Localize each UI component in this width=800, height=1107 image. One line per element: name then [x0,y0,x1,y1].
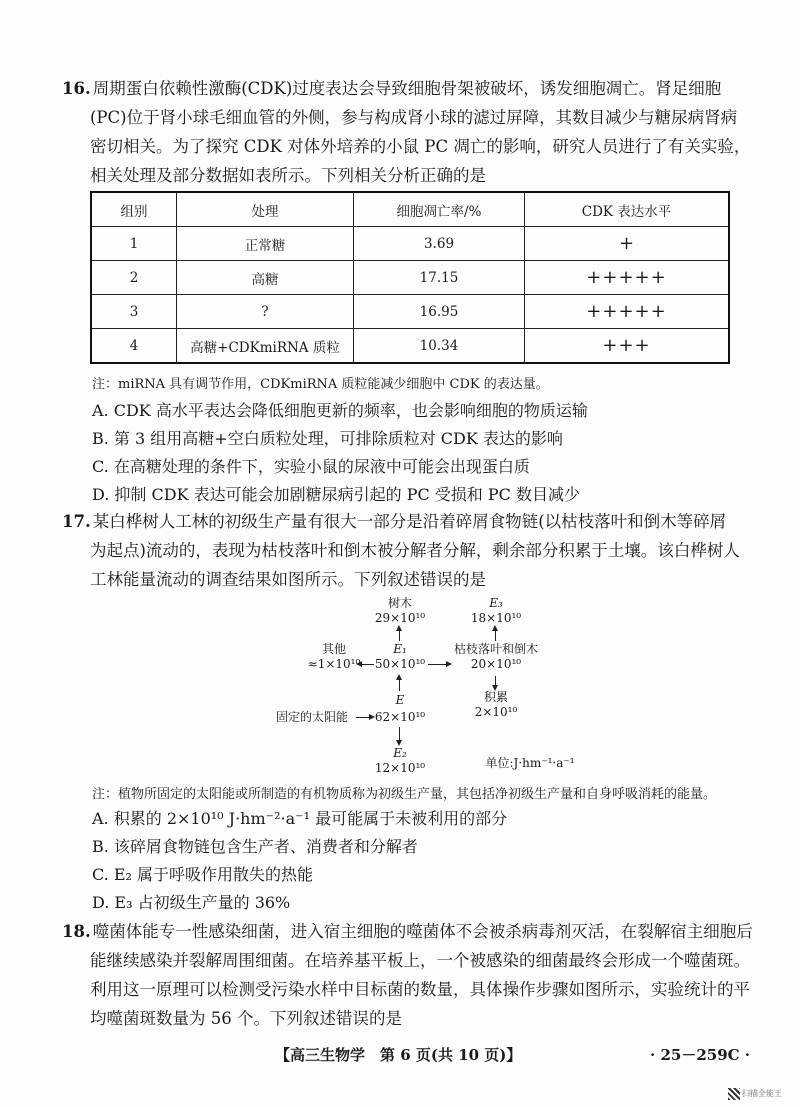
accum-value: 2×10¹⁰ [474,705,518,719]
energy-flow-diagram [0,590,800,780]
table-cell: + [525,227,730,261]
table-header: 处理 [177,192,354,227]
q18-stem [62,917,753,1033]
tree-value: 29×10¹⁰ [374,611,426,625]
table-cell: ? [177,295,354,329]
e2-value: 12×10¹⁰ [374,761,426,775]
q18-line: 利用这一原理可以检测受污染水样中目标菌的数量，具体操作步骤如图所示，实验统计的平 [90,980,750,999]
diagram-node-e3 [470,596,522,626]
q17-number: 17. [62,512,91,531]
q16-option-c[interactable]: C. 在高糖处理的条件下，实验小鼠的尿液中可能会出现蛋白质 [92,457,530,476]
diagram-unit: 单位:J·hm⁻¹·a⁻¹ [485,756,575,770]
q17-option-b[interactable]: B. 该碎屑食物链包含生产者、消费者和分解者 [92,837,418,856]
arrow-head [492,625,498,631]
q16-data-table [90,191,730,364]
q16-option-d[interactable]: D. 抑制 CDK 表达可能会加剧糖尿病引起的 PC 受损和 PC 数目减少 [92,485,580,504]
table-cell: 3 [91,295,177,329]
q17-option-a[interactable]: A. 积累的 2×10¹⁰ J·hm⁻²·a⁻¹ 最可能属于未被利用的部分 [92,809,508,828]
q16-option-a[interactable]: A. CDK 高水平表达会降低细胞更新的频率，也会影响细胞的物质运输 [92,401,588,420]
arrow-head [446,661,452,667]
table-cell: 16.95 [354,295,525,329]
table-header: 细胞凋亡率/% [354,192,525,227]
fixed-label: 固定的太阳能 [275,710,348,724]
e1-value: 50×10¹⁰ [374,657,426,671]
diagram-node-litter [450,642,542,672]
arrow-e1-to-litter [428,664,446,665]
table-cell: +++++ [525,261,730,295]
q17-note: 注：植物所固定的太阳能或所制造的有机物质称为初级生产量，其包括净初级生产量和自身呼吸消耗的能量。 [92,787,717,802]
diagram-node-fixed-solar [270,710,354,725]
table-row [91,227,729,261]
diagram-node-e2 [374,746,426,776]
tree-label: 树木 [387,596,412,610]
q17-option-d[interactable]: D. E₃ 占初级生产量的 36% [92,893,291,912]
scanner-watermark [728,1088,782,1100]
other-label: 其他 [321,642,346,656]
arrow-fixed-to-e2 [399,727,400,740]
q16-stem [62,74,751,190]
table-cell: 1 [91,227,177,261]
diagram-node-other [302,642,366,672]
litter-value: 20×10¹⁰ [470,657,522,671]
fixed-value: 62×10¹⁰ [374,710,426,724]
table-header-row [91,192,729,227]
arrow-head [396,625,402,631]
watermark-text: 扫描全能王 [742,1089,782,1098]
arrow-head [369,714,375,720]
e3-label: E₃ [489,596,503,610]
arrow-fixed-to-value [356,717,370,718]
qr-icon [728,1088,740,1100]
table-header: CDK 表达水平 [525,192,730,227]
table-cell: 正常糖 [177,227,354,261]
footer-code: · 25－259C · [650,1046,751,1064]
q16-number: 16. [62,79,91,98]
q16-option-b[interactable]: B. 第 3 组用高糖+空白质粒处理，可排除质粒对 CDK 表达的影响 [92,429,563,448]
footer-page-info: 【高三生物学 第 6 页(共 10 页)】 [275,1046,522,1064]
diagram-node-e1 [374,642,426,672]
q17-line: 为起点)流动的，表现为枯枝落叶和倒木被分解者分解，剩余部分积累于土壤。该白桦树人 [90,541,740,560]
q17-stem [62,507,740,594]
arrow-head [396,674,402,680]
table-cell: 高糖 [177,261,354,295]
q18-line: 能继续感染并裂解周围细菌。在培养基平板上，一个被感染的细菌最终会形成一个噬菌斑。 [90,951,750,970]
diagram-node-tree [374,596,426,626]
diagram-node-e [374,693,426,708]
q18-number: 18. [62,922,91,941]
q17-line: 某白桦树人工林的初级生产量有很大一部分是沿着碎屑食物链(以枯枝落叶和倒木等碎屑 [92,512,727,531]
e3-value: 18×10¹⁰ [470,611,522,625]
table-cell: 3.69 [354,227,525,261]
litter-label: 枯枝落叶和倒木 [453,642,538,656]
table-header: 组别 [91,192,177,227]
q18-line: 均噬菌斑数量为 56 个。下列叙述错误的是 [90,1009,402,1028]
q16-line: 密切相关。为了探究 CDK 对体外培养的小鼠 PC 凋亡的影响，研究人员进行了有关实验， [90,137,751,156]
table-cell: +++ [525,329,730,364]
accum-label: 积累 [483,690,508,704]
table-cell: 高糖+CDKmiRNA 质粒 [177,329,354,364]
q16-line: 周期蛋白依赖性激酶(CDK)过度表达会导致细胞骨架被破坏，诱发细胞凋亡。肾足细胞 [92,79,722,98]
diagram-node-fixed-value [374,710,426,725]
q17-line: 工林能量流动的调查结果如图所示。下列叙述错误的是 [90,570,486,589]
arrow-head [396,740,402,746]
arrow-head [356,661,362,667]
arrow-e1-to-other [360,664,374,665]
other-value: ≈1×10¹⁰ [307,657,361,671]
table-cell: +++++ [525,295,730,329]
q18-line: 噬菌体能专一性感染细菌，进入宿主细胞的噬菌体不会被杀病毒剂灭活，在裂解宿主细胞后 [92,922,753,941]
q16-note: 注：miRNA 具有调节作用，CDKmiRNA 质粒能减少细胞中 CDK 的表达量。 [92,377,549,392]
q17-option-c[interactable]: C. E₂ 属于呼吸作用散失的热能 [92,865,314,884]
e1-label: E₁ [393,642,407,656]
table-cell: 2 [91,261,177,295]
diagram-node-accumulation [470,690,522,720]
table-cell: 10.34 [354,329,525,364]
q16-line: 相关处理及部分数据如表所示。下列相关分析正确的是 [90,166,486,185]
table-row [91,295,729,329]
q16-line: (PC)位于肾小球毛细血管的外侧，参与构成肾小球的滤过屏障，其数目减少与糖尿病肾病 [90,108,738,127]
table-row [91,261,729,295]
e2-label: E₂ [393,746,407,760]
table-cell: 17.15 [354,261,525,295]
e-label: E [395,693,405,707]
table-cell: 4 [91,329,177,364]
table-row [91,329,729,364]
arrow-head [492,685,498,691]
